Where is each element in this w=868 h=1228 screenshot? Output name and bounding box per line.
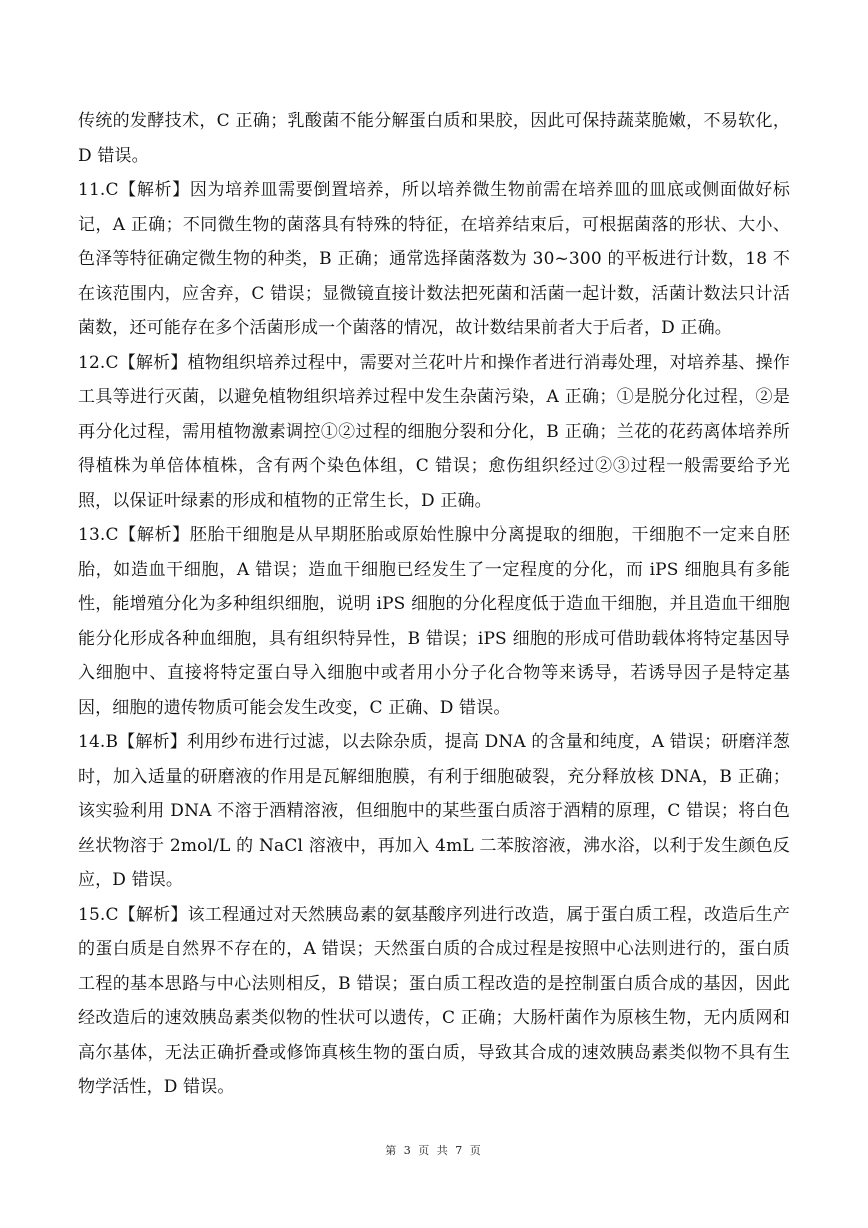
answer-15-explanation: 15.C【解析】该工程通过对天然胰岛素的氨基酸序列进行改造，属于蛋白质工程，改造后生产的蛋白质是自然界不存在的，A 错误；天然蛋白质的合成过程是按照中心法则进行的，蛋白质工程的基本思路与中心法则相反，B 错误；蛋白质工程改造的是控制蛋白质合成的基因，因此经改造后的速效胰岛素类似物的性状可以遗传，C 正确；大肠杆菌作为原核生物，无内质网和高尔基体，无法正确折叠或修饰真核生物的蛋白质，导致其合成的速效胰岛素类似物不具有生物学活性，D 错误。 bbox=[78, 904, 790, 1097]
document-body bbox=[78, 104, 790, 1105]
paragraph-continuation: 传统的发酵技术，C 正确；乳酸菌不能分解蛋白质和果胶，因此可保持蔬菜脆嫩，不易软化，D 错误。 bbox=[78, 111, 790, 166]
answer-11-explanation: 11.C【解析】因为培养皿需要倒置培养，所以培养微生物前需在培养皿的皿底或侧面做好标记，A 正确；不同微生物的菌落具有特殊的特征，在培养结束后，可根据菌落的形状、大小、色泽等特征确定微生物的种类，B 正确；通常选择菌落数为 30~300 的平板进行计数，18 不在该范围内，应舍弃，C 错误；显微镜直接计数法把死菌和活菌一起计数，活菌计数法只计活菌数，还可能存在多个活菌形成一个菌落的情况，故计数结果前者大于后者，D 正确。 bbox=[78, 180, 790, 338]
answer-12-explanation: 12.C【解析】植物组织培养过程中，需要对兰花叶片和操作者进行消毒处理，对培养基、操作工具等进行灭菌，以避免植物组织培养过程中发生杂菌污染，A 正确；①是脱分化过程，②是再分化过程，需用植物激素调控①②过程的细胞分裂和分化，B 正确；兰花的花药离体培养所得植株为单倍体植株，含有两个染色体组，C 错误；愈伤组织经过②③过程一般需要给予光照，以保证叶绿素的形成和植物的正常生长，D 正确。 bbox=[78, 352, 790, 511]
answer-13-explanation: 13.C【解析】胚胎干细胞是从早期胚胎或原始性腺中分离提取的细胞，干细胞不一定来自胚胎，如造血干细胞，A 错误；造血干细胞已经发生了一定程度的分化，而 iPS 细胞具有多能性，能增殖分化为多种组织细胞，说明 iPS 细胞的分化程度低于造血干细胞，并且造血干细胞能分化形成各种血细胞，具有组织特异性，B 错误；iPS 细胞的形成可借助载体将特定基因导入细胞中、直接将特定蛋白导入细胞中或者用小分子化合物等来诱导，若诱导因子是特定基因，细胞的遗传物质可能会发生改变，C 正确、D 错误。 bbox=[78, 525, 790, 718]
page-number-footer: 第 3 页 共 7 页 bbox=[385, 1144, 483, 1157]
answer-14-explanation: 14.B【解析】利用纱布进行过滤，以去除杂质，提高 DNA 的含量和纯度，A 错误；研磨洋葱时，加入适量的研磨液的作用是瓦解细胞膜，有利于细胞破裂，充分释放核 DNA，B 正确；该实验利用 DNA 不溶于酒精溶液，但细胞中的某些蛋白质溶于酒精的原理，C 错误；将白色丝状物溶于 2mol/L 的 NaCl 溶液中，再加入 4mL 二苯胺溶液，沸水浴，以利于发生颜色反应，D 错误。 bbox=[78, 732, 790, 890]
